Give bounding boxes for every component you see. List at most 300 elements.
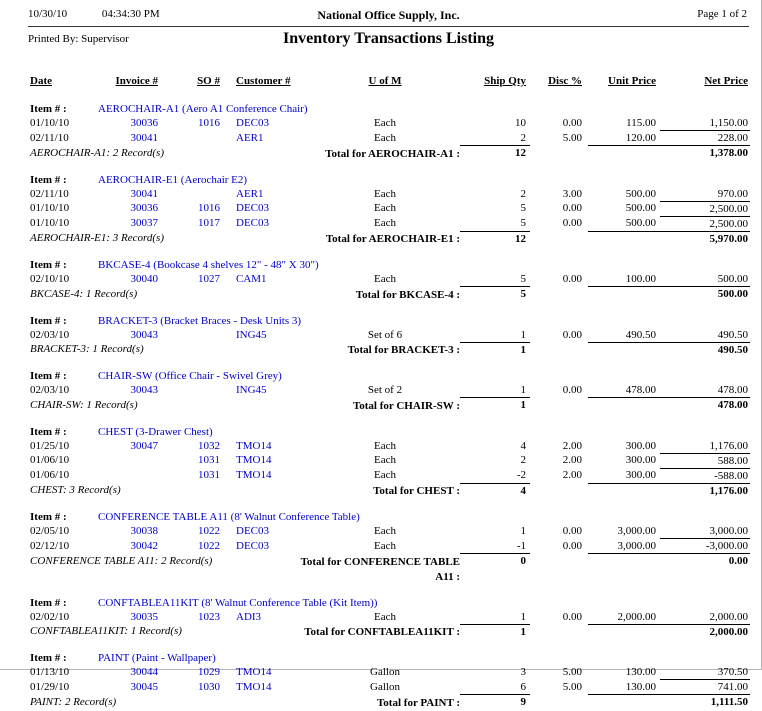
total-net-price: 500.00 (660, 287, 750, 303)
column-header-row (28, 75, 750, 91)
net-price-cell: 2,000.00 (660, 610, 750, 625)
item-total-row (28, 398, 750, 414)
so-link[interactable]: 1016 (198, 117, 220, 129)
unit-price-cell: 120.00 (625, 131, 656, 144)
total-net-price: 478.00 (660, 398, 750, 414)
date-cell: 01/10/10 (30, 217, 70, 229)
date-cell: 02/10/10 (30, 273, 70, 285)
customer-cell (220, 680, 310, 695)
disc-cell: 3.00 (562, 187, 582, 200)
so-cell (158, 468, 220, 483)
invoice-cell (98, 453, 158, 468)
item-link[interactable]: CHEST (3-Drawer Chest) (98, 425, 213, 438)
item-number-label: Item # : (30, 103, 67, 115)
invoice-cell (98, 272, 158, 287)
net-price-cell: 490.50 (660, 328, 750, 343)
ship-qty-cell: -1 (516, 539, 526, 552)
ship-qty-cell: 1 (520, 328, 526, 341)
disc-cell: 0.00 (562, 217, 582, 229)
invoice-cell (98, 201, 158, 216)
item-header-row (28, 162, 750, 187)
uom-cell: Gallon (370, 680, 400, 693)
date-cell: 02/02/10 (30, 610, 70, 623)
column-header-invoice: Invoice # (115, 75, 158, 87)
invoice-link[interactable]: 30042 (130, 539, 158, 552)
ship-qty-cell: 2 (520, 187, 526, 200)
customer-cell (220, 610, 310, 625)
uom-cell: Each (374, 217, 396, 229)
disc-cell: 2.00 (562, 454, 582, 466)
transaction-row (28, 187, 750, 202)
total-disc-spacer (530, 146, 588, 162)
report-header-top (28, 8, 749, 27)
date-cell: 02/03/10 (30, 328, 70, 341)
item-link[interactable]: CHAIR-SW (Office Chair - Swivel Grey) (98, 370, 282, 382)
transaction-row (28, 116, 750, 131)
item-header-row (28, 499, 750, 524)
disc-cell: 0.00 (562, 525, 582, 537)
customer-cell (220, 187, 310, 202)
total-label: Total for CONFTABLEA11KIT : (304, 626, 460, 638)
net-price-cell: 478.00 (660, 383, 750, 398)
so-cell (158, 272, 220, 287)
total-net-price: 0.00 (660, 554, 750, 585)
date-cell: 02/03/10 (30, 384, 70, 396)
invoice-cell (98, 610, 158, 625)
disc-cell: 0.00 (562, 328, 582, 341)
total-label: Total for BKCASE-4 : (355, 288, 460, 301)
transaction-row (28, 383, 750, 398)
so-cell (158, 216, 220, 231)
disc-cell: 2.00 (562, 439, 582, 452)
total-unit-price-line (588, 398, 660, 414)
customer-cell (220, 116, 310, 131)
customer-cell (220, 665, 310, 680)
column-header-net-price: Net Price (704, 75, 748, 87)
net-price-cell: 588.00 (660, 453, 750, 468)
item-name-cell (98, 499, 750, 524)
item-number-label: Item # : (30, 652, 67, 664)
item-total-row (28, 554, 750, 585)
ship-qty-cell: 2 (520, 454, 526, 466)
uom-cell: Each (374, 469, 396, 481)
customer-link[interactable]: TMO14 (236, 454, 272, 466)
total-net-price: 2,000.00 (660, 624, 750, 640)
unit-price-cell: 130.00 (625, 666, 656, 678)
invoice-link[interactable]: 30036 (130, 202, 158, 214)
record-count: CONFERENCE TABLE A11: 2 Record(s) (30, 554, 213, 567)
invoice-cell (98, 116, 158, 131)
total-disc-spacer (530, 554, 588, 585)
unit-price-cell: 490.50 (625, 328, 656, 341)
so-link[interactable]: 1030 (198, 680, 220, 693)
transaction-row (28, 439, 750, 454)
column-header-customer: Customer # (236, 75, 291, 87)
item-name-cell (98, 91, 750, 116)
so-link[interactable]: 1029 (198, 666, 220, 678)
invoice-link[interactable]: 30047 (130, 439, 158, 452)
so-cell (158, 439, 220, 454)
date-cell: 02/05/10 (30, 525, 70, 537)
invoice-link[interactable]: 30041 (130, 131, 158, 144)
item-number-label: Item # : (30, 425, 67, 438)
date-cell: 01/25/10 (30, 439, 70, 452)
invoice-cell (98, 439, 158, 454)
net-price-cell: 500.00 (660, 272, 750, 287)
total-label: Total for PAINT : (376, 696, 460, 709)
unit-price-cell: 100.00 (625, 273, 656, 285)
transaction-row (28, 610, 750, 625)
total-label: Total for CHAIR-SW : (352, 399, 460, 412)
unit-price-cell: 3,000.00 (617, 539, 656, 552)
so-cell (158, 131, 220, 146)
item-number-label: Item # : (30, 370, 67, 382)
disc-cell: 0.00 (562, 273, 582, 285)
item-group (28, 585, 750, 641)
invoice-cell (98, 680, 158, 695)
total-ship-qty: 1 (460, 624, 530, 640)
item-total-row (28, 695, 750, 711)
so-link[interactable]: 1027 (198, 273, 220, 285)
unit-price-cell: 500.00 (625, 202, 656, 214)
total-label: Total for AEROCHAIR-E1 : (325, 233, 460, 245)
customer-link[interactable]: DEC03 (236, 117, 269, 129)
ship-qty-cell: 1 (520, 525, 526, 537)
invoice-cell (98, 131, 158, 146)
so-link[interactable]: 1017 (198, 217, 220, 229)
item-header-row (28, 358, 750, 383)
item-header-row (28, 303, 750, 328)
total-label: Total for AEROCHAIR-A1 : (325, 147, 460, 160)
report-header-bottom (28, 27, 749, 61)
unit-price-cell: 3,000.00 (617, 525, 656, 537)
total-disc-spacer (530, 695, 588, 711)
total-label: Total for BRACKET-3 : (347, 344, 460, 356)
total-unit-price-line (588, 231, 660, 247)
customer-link[interactable]: TMO14 (236, 439, 272, 452)
date-cell: 02/11/10 (30, 187, 69, 200)
net-price-cell: 970.00 (660, 187, 750, 202)
customer-link[interactable]: CAM1 (236, 273, 267, 285)
invoice-cell (98, 383, 158, 398)
unit-price-cell: 300.00 (625, 454, 656, 466)
uom-cell: Each (374, 187, 396, 200)
ship-qty-cell: 5 (520, 273, 526, 285)
total-net-price: 1,111.50 (660, 695, 750, 711)
item-group (28, 91, 750, 162)
transaction-row (28, 680, 750, 695)
customer-link[interactable]: AER1 (236, 187, 264, 200)
item-group (28, 247, 750, 303)
date-cell: 01/29/10 (30, 680, 70, 693)
transaction-row (28, 131, 750, 146)
transaction-row (28, 453, 750, 468)
invoice-cell (98, 665, 158, 680)
column-header-disc: Disc % (548, 75, 582, 87)
disc-cell: 2.00 (562, 469, 582, 481)
item-number-label: Item # : (30, 259, 67, 271)
total-label: Total for CHEST : (373, 485, 460, 497)
uom-cell: Set of 6 (367, 328, 403, 341)
customer-link[interactable]: DEC03 (236, 202, 269, 214)
uom-cell: Gallon (370, 666, 400, 678)
customer-link[interactable]: TMO14 (236, 680, 272, 693)
item-link[interactable]: AEROCHAIR-E1 (Aerochair E2) (98, 173, 248, 186)
so-cell (158, 524, 220, 539)
uom-cell: Set of 2 (367, 384, 403, 396)
item-header-row (28, 585, 750, 610)
record-count: CHAIR-SW: 1 Record(s) (30, 398, 138, 411)
so-link[interactable]: 1022 (198, 525, 220, 537)
customer-cell (220, 439, 310, 454)
disc-cell: 0.00 (562, 539, 582, 552)
invoice-cell (98, 216, 158, 231)
item-header-row (28, 247, 750, 272)
item-number-label: Item # : (30, 314, 67, 327)
total-disc-spacer (530, 342, 588, 358)
date-cell: 02/12/10 (30, 539, 70, 552)
customer-link[interactable]: DEC03 (236, 539, 269, 552)
column-header-unit-price: Unit Price (608, 75, 656, 87)
unit-price-cell: 2,000.00 (617, 610, 656, 623)
customer-cell (220, 453, 310, 468)
transaction-row (28, 524, 750, 539)
customer-link[interactable]: DEC03 (236, 217, 269, 229)
item-header-row (28, 414, 750, 439)
invoice-link[interactable]: 30036 (130, 117, 158, 129)
item-link[interactable]: AEROCHAIR-A1 (Aero A1 Conference Chair) (98, 103, 308, 115)
total-unit-price-line (588, 342, 660, 358)
invoice-cell (98, 328, 158, 343)
report-table (28, 75, 750, 711)
unit-price-cell: 500.00 (625, 187, 656, 200)
item-name-cell (98, 247, 750, 272)
unit-price-cell: 300.00 (625, 469, 656, 481)
column-header-so: SO # (197, 75, 220, 87)
record-count: CONFTABLEA11KIT: 1 Record(s) (30, 625, 182, 637)
ship-qty-cell: 1 (520, 384, 526, 396)
invoice-link[interactable]: 30041 (130, 187, 158, 200)
item-link[interactable]: PAINT (Paint - Wallpaper) (98, 652, 216, 664)
so-link[interactable]: 1023 (198, 610, 220, 623)
total-unit-price-line (588, 146, 660, 162)
customer-link[interactable]: DEC03 (236, 525, 269, 537)
item-group (28, 414, 750, 500)
transaction-row (28, 328, 750, 343)
customer-link[interactable]: TMO14 (236, 469, 272, 481)
so-cell (158, 383, 220, 398)
transaction-row (28, 468, 750, 483)
total-label: Total for CONFERENCE TABLE A11 : (300, 555, 460, 583)
uom-cell: Each (374, 131, 396, 144)
invoice-link[interactable]: 30045 (130, 680, 158, 693)
total-disc-spacer (530, 624, 588, 640)
item-group (28, 499, 750, 585)
so-cell (158, 201, 220, 216)
column-header-ship-qty: Ship Qty (484, 75, 526, 87)
so-link[interactable]: 1022 (198, 539, 220, 552)
net-price-cell: 1,150.00 (660, 116, 750, 131)
report-time: 04:34:30 PM (101, 8, 160, 20)
total-ship-qty: 1 (460, 398, 530, 414)
page-indicator: Page 1 of 2 (697, 8, 747, 20)
disc-cell: 0.00 (562, 384, 582, 396)
ship-qty-cell: 6 (520, 680, 526, 693)
record-count: CHEST: 3 Record(s) (30, 484, 121, 496)
item-group (28, 162, 750, 248)
customer-link[interactable]: AER1 (236, 131, 264, 144)
disc-cell: 5.00 (562, 131, 582, 144)
invoice-link[interactable]: 30044 (130, 666, 158, 678)
total-ship-qty: 9 (460, 695, 530, 711)
transaction-row (28, 665, 750, 680)
uom-cell: Each (374, 439, 396, 452)
total-disc-spacer (530, 483, 588, 499)
record-count: PAINT: 2 Record(s) (30, 695, 117, 708)
date-cell: 02/11/10 (30, 131, 69, 144)
net-price-cell: 3,000.00 (660, 524, 750, 539)
item-name-cell (98, 640, 750, 665)
disc-cell: 0.00 (562, 202, 582, 214)
so-link[interactable]: 1016 (198, 202, 220, 214)
so-cell (158, 680, 220, 695)
item-name-cell (98, 585, 750, 610)
date-cell: 01/06/10 (30, 454, 70, 466)
invoice-link[interactable]: 30040 (130, 273, 158, 285)
unit-price-cell: 115.00 (626, 117, 656, 129)
uom-cell: Each (374, 454, 396, 466)
item-group (28, 303, 750, 359)
ship-qty-cell: 5 (520, 217, 526, 229)
uom-cell: Each (374, 117, 396, 129)
unit-price-cell: 478.00 (625, 384, 656, 396)
so-cell (158, 187, 220, 202)
invoice-cell (98, 468, 158, 483)
item-header-row (28, 640, 750, 665)
so-link[interactable]: 1032 (198, 439, 220, 452)
uom-cell: Each (374, 539, 396, 552)
column-header-date: Date (30, 75, 52, 87)
invoice-link[interactable]: 30037 (130, 217, 158, 229)
unit-price-cell: 300.00 (625, 439, 656, 452)
item-number-label: Item # : (30, 173, 67, 186)
disc-cell: 0.00 (562, 610, 582, 623)
so-link[interactable]: 1031 (198, 469, 220, 481)
ship-qty-cell: -2 (516, 469, 526, 481)
net-price-cell: 1,176.00 (660, 439, 750, 454)
item-total-row (28, 342, 750, 358)
customer-cell (220, 539, 310, 554)
total-unit-price-line (588, 483, 660, 499)
ship-qty-cell: 10 (515, 117, 526, 129)
uom-cell: Each (374, 273, 396, 285)
record-count: BKCASE-4: 1 Record(s) (30, 287, 138, 300)
total-ship-qty: 5 (460, 287, 530, 303)
record-count: AEROCHAIR-E1: 3 Record(s) (30, 232, 164, 244)
invoice-link[interactable]: 30035 (130, 610, 158, 623)
item-link[interactable]: BKCASE-4 (Bookcase 4 shelves 12" - 48" X 30") (98, 259, 319, 271)
total-unit-price-line (588, 287, 660, 303)
item-name-cell (98, 358, 750, 383)
net-price-cell: 741.00 (660, 680, 750, 695)
net-price-cell: 228.00 (660, 131, 750, 146)
total-unit-price-line (588, 695, 660, 711)
item-name-cell (98, 162, 750, 187)
invoice-cell (98, 524, 158, 539)
customer-link[interactable]: TMO14 (236, 666, 272, 678)
so-link[interactable]: 1031 (198, 454, 220, 466)
item-link[interactable]: BRACKET-3 (Bracket Braces - Desk Units 3) (98, 314, 302, 327)
invoice-link[interactable]: 30038 (130, 525, 158, 537)
uom-cell: Each (374, 525, 396, 537)
customer-link[interactable]: ADI3 (236, 610, 262, 623)
so-cell (158, 453, 220, 468)
transaction-row (28, 539, 750, 554)
customer-cell (220, 383, 310, 398)
date-cell: 01/06/10 (30, 469, 70, 481)
customer-cell (220, 468, 310, 483)
net-price-cell: 2,500.00 (660, 216, 750, 231)
so-cell (158, 665, 220, 680)
column-header-uom: U of M (368, 75, 402, 87)
item-link[interactable]: CONFERENCE TABLE A11 (8' Walnut Conference Table) (98, 511, 360, 523)
total-unit-price-line (588, 624, 660, 640)
net-price-cell: 370.50 (660, 665, 750, 680)
total-net-price: 490.50 (660, 342, 750, 358)
item-total-row (28, 146, 750, 162)
disc-cell: 5.00 (562, 666, 582, 678)
uom-cell: Each (374, 202, 396, 214)
so-cell (158, 539, 220, 554)
unit-price-cell: 130.00 (625, 680, 656, 693)
item-group (28, 358, 750, 414)
total-disc-spacer (530, 287, 588, 303)
invoice-link[interactable]: 30043 (130, 328, 158, 341)
uom-cell: Each (374, 610, 396, 623)
total-ship-qty: 12 (460, 146, 530, 162)
item-link[interactable]: CONFTABLEA11KIT (8' Walnut Conference Table (Kit Item)) (98, 596, 378, 609)
total-ship-qty: 0 (460, 554, 530, 585)
item-group (28, 640, 750, 711)
item-number-label: Item # : (30, 596, 67, 609)
customer-cell (220, 201, 310, 216)
invoice-link[interactable]: 30043 (130, 384, 158, 396)
invoice-cell (98, 539, 158, 554)
customer-link[interactable]: ING45 (236, 384, 267, 396)
so-cell (158, 328, 220, 343)
total-net-price: 1,378.00 (660, 146, 750, 162)
transaction-row (28, 201, 750, 216)
total-disc-spacer (530, 398, 588, 414)
item-total-row (28, 287, 750, 303)
so-cell (158, 116, 220, 131)
customer-cell (220, 131, 310, 146)
record-count: AEROCHAIR-A1: 2 Record(s) (30, 146, 164, 159)
net-price-cell: -3,000.00 (660, 539, 750, 554)
item-number-label: Item # : (30, 511, 67, 523)
net-price-cell: 2,500.00 (660, 201, 750, 216)
customer-link[interactable]: ING45 (236, 328, 267, 341)
customer-cell (220, 216, 310, 231)
total-disc-spacer (530, 231, 588, 247)
total-net-price: 1,176.00 (660, 483, 750, 499)
total-ship-qty: 12 (460, 231, 530, 247)
item-name-cell (98, 303, 750, 328)
customer-cell (220, 272, 310, 287)
company-name: National Office Supply, Inc. (317, 8, 460, 22)
unit-price-cell: 500.00 (625, 217, 656, 229)
total-ship-qty: 1 (460, 342, 530, 358)
